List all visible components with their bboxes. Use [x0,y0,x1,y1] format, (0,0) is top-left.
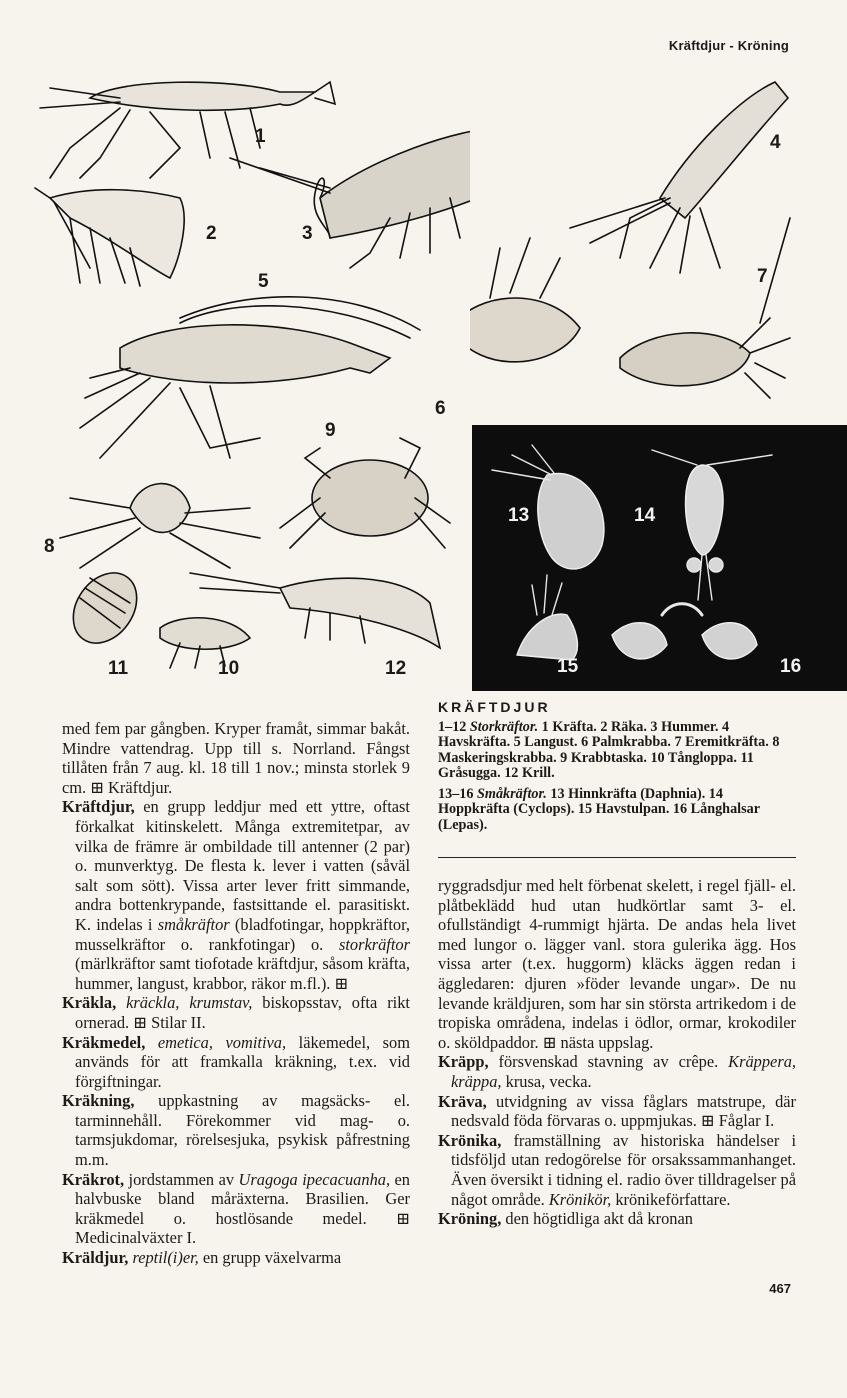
dictionary-entry [62,797,410,993]
crustacean-drawings [30,68,470,688]
small-crustacean-drawings [472,425,847,691]
entry-headword: Kräkrot, [62,1169,125,1189]
entry-text: biskopsstav, ofta rikt ornerad. ⊞ Stilar II. [75,993,410,1032]
dictionary-entry [62,1033,410,1092]
woodlouse-drawing [60,561,149,655]
entry-italic: Krönikör, [548,1189,612,1209]
shrimp-drawing [35,188,184,286]
entry-italic: Kräppera, kräppa, [451,1052,796,1091]
entry-headword: Krönika, [438,1130,502,1150]
dictionary-entry [62,1170,410,1248]
dictionary-entry [438,1131,796,1209]
caption-group-name: Storkräftor. [469,718,539,735]
entry-text: jordstammen av [124,1169,239,1189]
crustacean-drawings-right [470,68,830,423]
entry-italic: småkräftor [157,914,230,934]
crustacean-illustration-right [470,68,830,423]
entry-text: den högtidliga akt då kronan [501,1209,693,1229]
figure-caption [438,700,796,838]
entry-text: läkemedel, som används för att framkalla kräkning, t.ex. vid förgiftningar. [75,1032,411,1091]
figure-number: 14 [634,505,656,526]
entry-text: krusa, vecka. [501,1071,592,1091]
entry-text: (bladfotingar, hoppkräftor, musselkräftor o. rankfotingar) o. [75,914,410,954]
page-number: 467 [769,1281,791,1296]
caption-group-large [438,720,796,782]
running-head: Kräftdjur - Kröning [668,38,789,53]
dictionary-entry [62,1248,410,1268]
entry-italic: storkräftor [338,934,410,954]
entry-headword: Kräkla, [62,993,117,1013]
spiny-lobster-drawing [80,297,420,458]
entry-headword: Kräva, [438,1091,487,1111]
norway-lobster-drawing [570,82,788,273]
continued-entry: ryggradsdjur med helt förbenat skelett, i regel fjäll- el. plåtbeklädd hud utan hudkörtlar samt 3- el. ofullständigt 4-rummigt hjärta. De andas hela livet med lungor o. lägger vanl. stora gulerika ägg. Hos vissa arter (t.ex. huggorm) kläcks äggen redan i äggledaren: djuren »föder levande ungar». De nu levande kräldjuren, som har sin största artrikedom i de tropiska områdena, indelas i ödlor, ormar, krokodiler o. sköldpaddor. ⊞ nästa uppslag. [438,876,796,1052]
dictionary-entry [438,1052,796,1091]
lobster-drawing [230,128,470,268]
entry-text: försvenskad stavning av crêpe. [488,1052,729,1072]
figure-number: 7 [757,266,768,287]
caption-text: 1 Kräfta. 2 Räka. 3 Hummer. 4 Havskräfta. 5 Langust. 6 Palmkrabba. 7 Eremitkräfta. 8 Maskeringskrabba. 9 Krabbtaska. 10 Tångloppa. 11 Gråsugga. 12 Krill. [438,718,780,781]
figure-number: 3 [302,223,313,244]
figure-number: 8 [44,536,55,557]
cyclops-drawing [652,450,772,600]
entry-italic: reptil(i)er, [128,1248,199,1268]
caption-text: 13 Hinnkräfta (Daphnia). 14 Hoppkräfta (Cyclops). 15 Havstulpan. 16 Långhalsar (Lepas). [438,785,760,833]
entry-text: utvidgning av vissa fåglars matstrupe, där nedsvald föda förvaras o. uppmjukas. ⊞ Fåglar I. [451,1091,796,1131]
small-crustaceans-panel [472,425,847,691]
coconut-crab-drawing [470,238,580,362]
caption-range: 13–16 [438,785,478,802]
dictionary-entry [62,1091,410,1169]
dictionary-entry [438,1092,796,1131]
figure-number: 15 [557,656,579,677]
figure-number: 9 [325,420,336,441]
caption-range: 1–12 [438,718,470,735]
entry-text: krönikeförfattare. [611,1189,731,1209]
spider-crab-drawing [60,484,260,568]
hermit-crab-drawing [620,218,790,398]
entry-headword: Kröning, [438,1209,502,1229]
figure-number: 6 [435,398,446,419]
text-column-left [62,719,410,1268]
caption-divider [438,857,796,858]
figure-number: 1 [255,126,266,147]
figure-number: 16 [780,656,802,677]
entry-headword: Kräftdjur, [62,797,135,817]
dictionary-entry [62,993,410,1032]
text-column-right [438,876,796,1229]
figure-number: 2 [206,223,217,244]
edible-crab-drawing [280,438,450,548]
entry-text: uppkastning av magsäcks- el. tarminnehåll. Förekommer vid mag- o. tarmsjukdomar, rörelsesjuka, psykisk påfrestning m.m. [75,1091,410,1170]
entry-headword: Kräkmedel, [62,1032,146,1052]
entry-text: en grupp leddjur med ett yttre, oftast förkalkat kitinskelett. Många extremitetpar, av vilka de främre är ombildade till antenner (2 par) o. munverktyg. De flesta k. lever i vatten (såväl salt som sött). Vissa arter lever fritt simmande, andra bottenkrypande, fastsittande el. parasitiskt. K. indelas i [75,797,410,934]
figure-number: 11 [108,658,129,679]
figure-number: 4 [770,132,781,153]
entry-headword: Kräkning, [62,1091,135,1111]
figure-number: 5 [258,271,269,292]
crustacean-illustration-left [30,68,470,688]
crayfish-drawing [40,82,335,178]
caption-title: KRÄFTDJUR [438,699,551,715]
caption-group-small [438,787,796,834]
entry-text: en halvbuske bland måräxterna. Brasilien. Ger kräkmedel o. hostlösande medel. ⊞ Medicinalväxter I. [75,1169,411,1248]
figure-number: 12 [385,658,407,679]
entry-headword: Kräldjur, [62,1248,129,1268]
entry-italic: Uragoga ipecacuanha, [238,1169,391,1189]
continued-entry: med fem par gångben. Kryper framåt, simmar bakåt. Mindre vattendrag. Upp till s. Norrland. Fångst tillåten från 7 aug. kl. 18 till 1 nov.; minsta storlek 9 cm. ⊞ Kräftdjur. [62,719,410,797]
figure-number: 10 [218,658,240,679]
entry-text: en grupp växelvarma [198,1248,342,1268]
entry-headword: Kräpp, [438,1052,489,1072]
goose-barnacle-drawing [612,604,757,659]
entry-text: framställning av historiska händelser i tidsföljd utan redogörelse för orsakssammanhanget. Även översikt i tidning el. radio över tilldragelser på något område. [451,1130,796,1209]
dictionary-entry [438,1209,796,1229]
entry-italic: emetica, vomitiva, [145,1032,287,1052]
caption-group-name: Småkräftor. [477,785,547,802]
entry-text: (märlkräftor samt tiofotade kräftdjur, såsom kräfta, hummer, langust, krabbor, räkor m.fl.). ⊞ [75,954,410,993]
figure-number: 13 [508,505,530,526]
barnacle-drawing [517,575,577,660]
entry-italic: kräckla, krumstav, [116,993,253,1013]
